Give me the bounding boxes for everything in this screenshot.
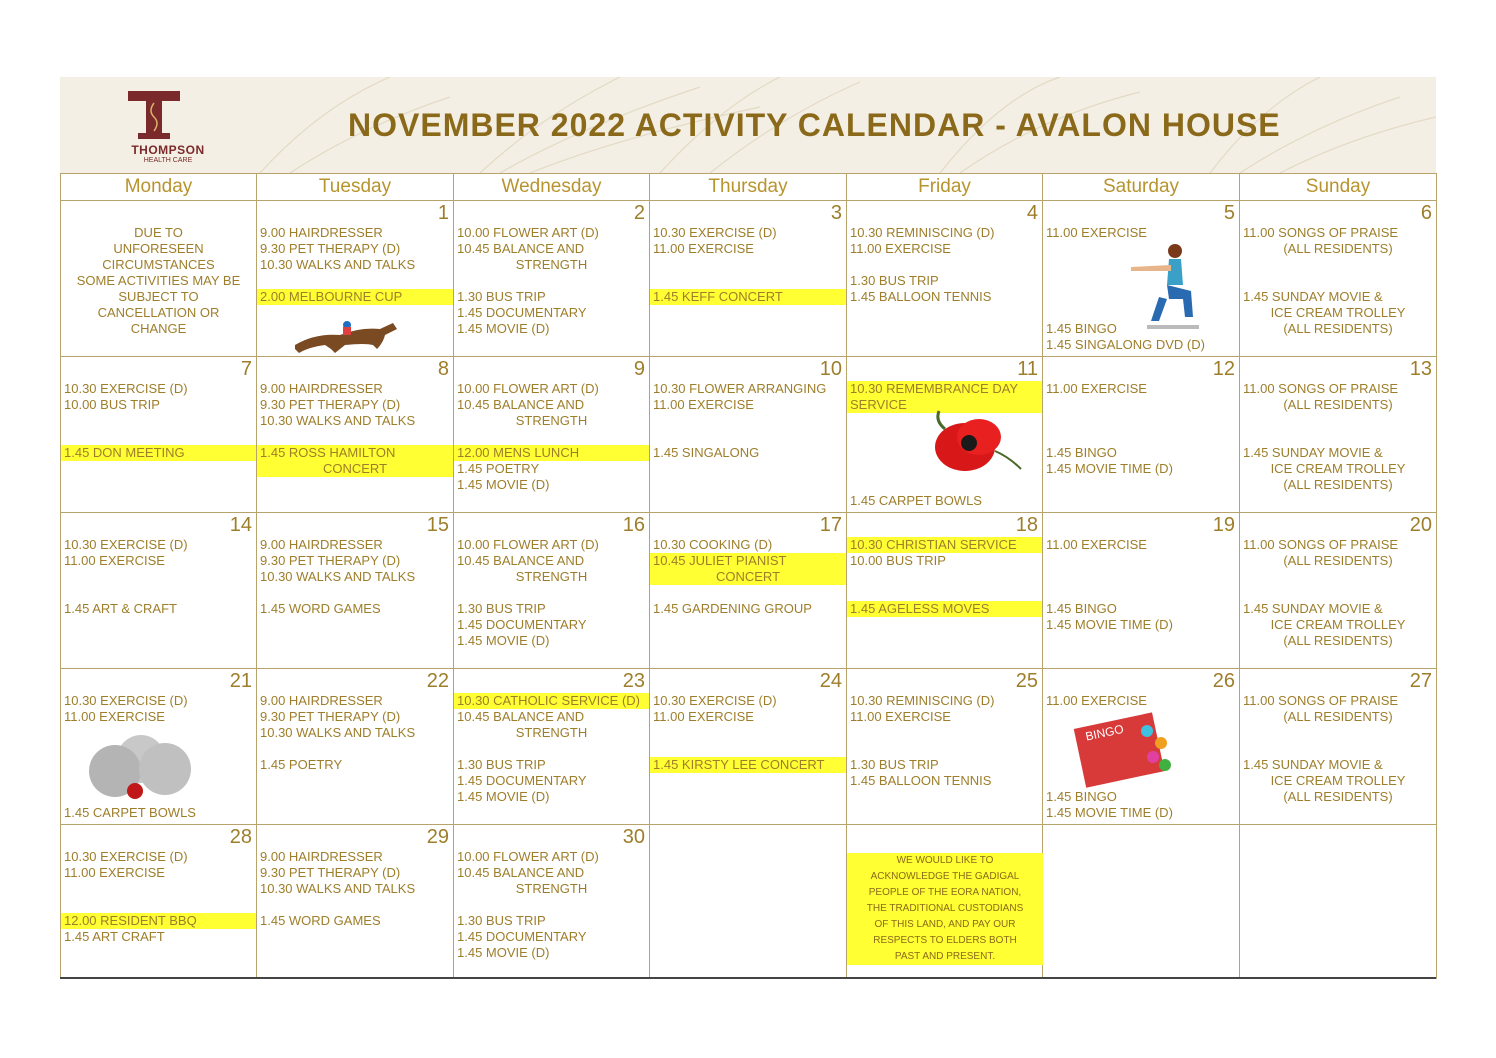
activity-line: 11.00 EXERCISE (1046, 537, 1147, 552)
day-number: 14 (229, 514, 252, 536)
activity-line: 1.45 KIRSTY LEE CONCERT (650, 757, 846, 773)
empty-day-cell (847, 825, 1043, 979)
acknowledgement-line: WE WOULD LIKE TO (896, 855, 994, 866)
activity-line: 9.30 PET THERAPY (D) (260, 241, 401, 256)
bowls-image (85, 729, 215, 801)
activity-line: (ALL RESIDENTS) (1283, 397, 1393, 412)
spacer-line (454, 741, 649, 757)
activity-line: SUBJECT TO (118, 289, 199, 304)
activity-line: 11.00 EXERCISE (653, 397, 754, 412)
logo-subtitle: HEALTH CARE (143, 157, 193, 164)
activity-line: 10.30 WALKS AND TALKS (260, 257, 416, 272)
spacer-line (847, 725, 1042, 741)
activity-line: 1.45 CARPET BOWLS (64, 805, 196, 820)
spacer-line (61, 585, 256, 601)
activity-line: 10.30 EXERCISE (D) (64, 693, 188, 708)
activity-line: 1.45 DON MEETING (61, 445, 256, 461)
activity-line: 11.00 EXERCISE (653, 241, 754, 256)
day-number: 25 (1015, 670, 1038, 692)
activity-line: CONCERT (257, 461, 453, 477)
day-cell-26 (1043, 669, 1240, 825)
activity-line: 10.45 BALANCE AND (457, 241, 585, 256)
activity-line: 9.30 PET THERAPY (D) (260, 865, 401, 880)
spacer-line (61, 413, 256, 429)
activity-line: 1.45 BINGO (1046, 321, 1117, 336)
acknowledgement-of-country (847, 853, 1043, 965)
activity-line: CANCELLATION OR (97, 305, 220, 320)
day-number: 12 (1212, 358, 1235, 380)
day-number: 7 (240, 358, 252, 380)
spacer-line (454, 897, 649, 913)
activity-line: 10.00 FLOWER ART (D) (457, 381, 599, 396)
activity-line: 10.30 COOKING (D) (653, 537, 773, 552)
activity-line: 1.45 AGELESS MOVES (847, 601, 1042, 617)
activity-line: 1.45 ROSS HAMILTON (257, 445, 453, 461)
spacer-line (650, 413, 846, 429)
activity-line: 1.45 DOCUMENTARY (457, 305, 587, 320)
day-cell-19 (1043, 513, 1240, 669)
spacer-line (61, 897, 256, 913)
day-number: 15 (426, 514, 449, 536)
activity-line: 10.45 BALANCE AND (457, 397, 585, 412)
day-number (61, 201, 256, 225)
activity-line: 1.45 ART & CRAFT (64, 601, 177, 616)
activity-line: 1.45 BINGO (1046, 789, 1117, 804)
activity-line: 1.45 MOVIE (D) (457, 477, 550, 492)
activity-line: 1.30 BUS TRIP (457, 757, 546, 772)
activity-line: 1.45 SUNDAY MOVIE & (1243, 757, 1383, 772)
day-number: 1 (437, 202, 449, 224)
day-number: 3 (830, 202, 842, 224)
day-cell-10 (650, 357, 847, 513)
day-number: 27 (1409, 670, 1432, 692)
weekday-friday: Friday (847, 174, 1043, 201)
acknowledgement-line: OF THIS LAND, AND PAY OUR (874, 919, 1016, 930)
empty-day-cell (1043, 825, 1240, 979)
spacer-line (650, 273, 846, 289)
activity-line: 1.45 CARPET BOWLS (850, 493, 982, 508)
activity-line: CONCERT (650, 569, 846, 585)
activity-line: 1.45 MOVIE (D) (457, 945, 550, 960)
activity-line: STRENGTH (515, 725, 588, 740)
spacer-line (257, 741, 453, 757)
day-number: 5 (1223, 202, 1235, 224)
spacer-line (1240, 429, 1436, 445)
spacer-line (454, 273, 649, 289)
activity-line: 12.00 MENS LUNCH (454, 445, 649, 461)
day-number: 22 (426, 670, 449, 692)
spacer-line (257, 897, 453, 913)
spacer-line (454, 585, 649, 601)
activity-line: 11.00 EXERCISE (653, 709, 754, 724)
day-number: 13 (1409, 358, 1432, 380)
calendar-grid (60, 173, 1437, 979)
activity-line: 1.30 BUS TRIP (850, 757, 939, 772)
spacer-line (650, 725, 846, 741)
activity-line: 1.45 WORD GAMES (260, 913, 381, 928)
day-cell-27 (1240, 669, 1437, 825)
activity-line: 1.45 BALLOON TENNIS (850, 289, 992, 304)
day-cell-28 (61, 825, 257, 979)
day-number: 21 (229, 670, 252, 692)
weekday-saturday: Saturday (1043, 174, 1240, 201)
spacer-line (650, 429, 846, 445)
activity-line: 1.30 BUS TRIP (457, 289, 546, 304)
activity-line: 9.00 HAIRDRESSER (260, 537, 383, 552)
day-cell-22 (257, 669, 454, 825)
activity-line: 10.30 REMINISCING (D) (850, 225, 995, 240)
activity-line: 1.45 BALLOON TENNIS (850, 773, 992, 788)
spacer-line (1240, 413, 1436, 429)
activity-line: SOME ACTIVITIES MAY BE (76, 273, 241, 288)
day-number: 24 (819, 670, 842, 692)
activity-line: 1.45 SINGALONG DVD (D) (1046, 337, 1205, 352)
activity-line: 1.45 MOVIE (D) (457, 789, 550, 804)
horse-racing-image (285, 315, 405, 355)
activity-line: 9.30 PET THERAPY (D) (260, 553, 401, 568)
activity-line: 1.45 WORD GAMES (260, 601, 381, 616)
activity-line: 11.00 SONGS OF PRAISE (1243, 693, 1399, 708)
activity-line: 9.30 PET THERAPY (D) (260, 709, 401, 724)
day-cell-20 (1240, 513, 1437, 669)
day-cell-15 (257, 513, 454, 669)
activity-line: 10.30 FLOWER ARRANGING (653, 381, 827, 396)
spacer-line (61, 881, 256, 897)
activity-line: 1.45 SUNDAY MOVIE & (1243, 289, 1383, 304)
activity-line: 10.00 BUS TRIP (64, 397, 160, 412)
activity-line: 10.30 WALKS AND TALKS (260, 569, 416, 584)
day-number: 30 (622, 826, 645, 848)
activity-line: 11.00 EXERCISE (850, 241, 951, 256)
activity-line: 11.00 EXERCISE (64, 865, 165, 880)
activity-line: 10.00 FLOWER ART (D) (457, 225, 599, 240)
acknowledgement-line: RESPECTS TO ELDERS BOTH (873, 935, 1017, 946)
activity-line: 11.00 SONGS OF PRAISE (1243, 225, 1399, 240)
acknowledgement-line: THE TRADITIONAL CUSTODIANS (866, 903, 1024, 914)
spacer-line (1043, 585, 1239, 601)
activity-line: 1.45 BINGO (1046, 445, 1117, 460)
spacer-line (847, 741, 1042, 757)
weekday-thursday: Thursday (650, 174, 847, 201)
day-number: 6 (1420, 202, 1432, 224)
activity-line: 1.30 BUS TRIP (457, 601, 546, 616)
activity-line: 9.00 HAIRDRESSER (260, 849, 383, 864)
activity-line: 1.45 SINGALONG (653, 445, 760, 460)
spacer-line (61, 429, 256, 445)
acknowledgement-line: PAST AND PRESENT. (894, 951, 996, 962)
activity-line: 1.45 SUNDAY MOVIE & (1243, 601, 1383, 616)
spacer-line (1240, 725, 1436, 741)
activity-line: 11.00 SONGS OF PRAISE (1243, 381, 1399, 396)
spacer-line (257, 429, 453, 445)
calendar-week-row (61, 201, 1437, 357)
activity-line: 1.45 DOCUMENTARY (457, 617, 587, 632)
activity-line: 10.30 EXERCISE (D) (64, 537, 188, 552)
day-number: 19 (1212, 514, 1235, 536)
day-cell-11 (847, 357, 1043, 513)
spacer-line (1043, 569, 1239, 585)
activity-line: 10.45 BALANCE AND (457, 553, 585, 568)
activity-line: UNFORESEEN (113, 241, 204, 256)
activity-line: 1.45 MOVIE (D) (457, 633, 550, 648)
spacer-line (1240, 257, 1436, 273)
day-number: 16 (622, 514, 645, 536)
weekday-tuesday: Tuesday (257, 174, 454, 201)
spacer-line (1043, 553, 1239, 569)
day-cell-7 (61, 357, 257, 513)
day-cell-29 (257, 825, 454, 979)
activity-line: (ALL RESIDENTS) (1283, 709, 1393, 724)
day-number: 20 (1409, 514, 1432, 536)
poppy-image (925, 407, 1023, 475)
svg-text:BINGO: BINGO (1084, 721, 1125, 744)
activity-line: 1.45 POETRY (457, 461, 540, 476)
spacer-line (1043, 429, 1239, 445)
empty-day-cell (61, 201, 257, 357)
exercise-image (1123, 241, 1213, 333)
day-number: 23 (622, 670, 645, 692)
day-cell-6 (1240, 201, 1437, 357)
activity-line: SERVICE (847, 397, 1042, 413)
activity-line: 1.45 MOVIE TIME (D) (1046, 461, 1173, 476)
activity-line: STRENGTH (515, 881, 588, 896)
day-number: 28 (229, 826, 252, 848)
activity-line: 9.30 PET THERAPY (D) (260, 397, 401, 412)
spacer-line (454, 429, 649, 445)
activity-line: STRENGTH (515, 257, 588, 272)
day-cell-18 (847, 513, 1043, 669)
weekday-monday: Monday (61, 174, 257, 201)
page-title: NOVEMBER 2022 ACTIVITY CALENDAR - AVALON HOUSE (348, 107, 1281, 143)
activity-line: 10.00 BUS TRIP (850, 553, 946, 568)
day-cell-3 (650, 201, 847, 357)
activity-line: 1.45 DOCUMENTARY (457, 773, 587, 788)
spacer-line (1043, 397, 1239, 413)
day-number (650, 825, 846, 849)
company-logo (108, 89, 228, 171)
logo-name: THOMPSON (131, 143, 205, 157)
day-cell-16 (454, 513, 650, 669)
day-cell-30 (454, 825, 650, 979)
day-cell-23 (454, 669, 650, 825)
day-cell-8 (257, 357, 454, 513)
calendar-week-row (61, 357, 1437, 513)
activity-line: 1.45 MOVIE TIME (D) (1046, 805, 1173, 820)
activity-line: (ALL RESIDENTS) (1283, 553, 1393, 568)
activity-line: 10.00 FLOWER ART (D) (457, 537, 599, 552)
activity-line: (ALL RESIDENTS) (1283, 241, 1393, 256)
day-cell-9 (454, 357, 650, 513)
calendar-week-row (61, 513, 1437, 669)
spacer-line (847, 569, 1042, 585)
activity-line: CHANGE (130, 321, 187, 336)
activity-line: 10.30 WALKS AND TALKS (260, 413, 416, 428)
spacer-line (847, 585, 1042, 601)
day-number: 11 (1017, 358, 1038, 380)
activity-line: 1.30 BUS TRIP (850, 273, 939, 288)
thompson-logo-mark (108, 89, 228, 143)
day-number (847, 825, 1042, 849)
activity-line: 10.30 CHRISTIAN SERVICE (847, 537, 1042, 553)
day-cell-24 (650, 669, 847, 825)
activity-line: 10.45 JULIET PIANIST (650, 553, 846, 569)
empty-day-cell (650, 825, 847, 979)
day-cell-4 (847, 201, 1043, 357)
activity-line: 11.00 EXERCISE (1046, 693, 1147, 708)
spacer-line (1240, 585, 1436, 601)
day-number: 8 (437, 358, 449, 380)
spacer-line (257, 273, 453, 289)
day-cell-12 (1043, 357, 1240, 513)
spacer-line (847, 477, 1042, 493)
activity-line: 10.30 REMINISCING (D) (850, 693, 995, 708)
activity-line: 1.45 POETRY (260, 757, 343, 772)
empty-day-cell (1240, 825, 1437, 979)
activity-line: 10.30 EXERCISE (D) (653, 693, 777, 708)
activity-line: 10.45 BALANCE AND (457, 709, 585, 724)
activity-line: 1.30 BUS TRIP (457, 913, 546, 928)
activity-line: (ALL RESIDENTS) (1283, 789, 1393, 804)
activity-line: 10.30 EXERCISE (D) (653, 225, 777, 240)
weekday-sunday: Sunday (1240, 174, 1437, 201)
activity-line: 1.45 ART CRAFT (64, 929, 165, 944)
spacer-line (650, 257, 846, 273)
day-number: 18 (1015, 514, 1038, 536)
day-cell-2 (454, 201, 650, 357)
activity-line: 11.00 EXERCISE (850, 709, 951, 724)
activity-line: 2.00 MELBOURNE CUP (257, 289, 453, 305)
activity-line: 9.00 HAIRDRESSER (260, 693, 383, 708)
activity-line: 10.30 WALKS AND TALKS (260, 881, 416, 896)
bingo-image (1069, 709, 1179, 789)
activity-line: (ALL RESIDENTS) (1283, 633, 1393, 648)
activity-line: 1.45 MOVIE (D) (457, 321, 550, 336)
activity-line: 10.30 WALKS AND TALKS (260, 725, 416, 740)
activity-line: ICE CREAM TROLLEY (1270, 773, 1406, 788)
activity-line: STRENGTH (515, 413, 588, 428)
activity-line: ICE CREAM TROLLEY (1270, 305, 1406, 320)
spacer-line (847, 257, 1042, 273)
spacer-line (1240, 569, 1436, 585)
day-cell-21 (61, 669, 257, 825)
day-cell-17 (650, 513, 847, 669)
activity-line: 9.00 HAIRDRESSER (260, 381, 383, 396)
calendar-header (60, 77, 1436, 173)
day-number: 26 (1212, 670, 1235, 692)
day-number: 29 (426, 826, 449, 848)
acknowledgement-line: ACKNOWLEDGE THE GADIGAL (870, 871, 1020, 882)
activity-line: 1.45 KEFF CONCERT (650, 289, 846, 305)
calendar-week-row (61, 669, 1437, 825)
activity-line: 12.00 RESIDENT BBQ (61, 913, 256, 929)
activity-line: (ALL RESIDENTS) (1283, 477, 1393, 492)
activity-line: 11.00 EXERCISE (1046, 225, 1147, 240)
weekday-wednesday: Wednesday (454, 174, 650, 201)
weekday-header-row (61, 174, 1437, 201)
activity-line: ICE CREAM TROLLEY (1270, 617, 1406, 632)
spacer-line (650, 585, 846, 601)
activity-line: 11.00 EXERCISE (64, 709, 165, 724)
day-cell-5 (1043, 201, 1240, 357)
activity-line: (ALL RESIDENTS) (1283, 321, 1393, 336)
calendar-bottom-border (60, 977, 1436, 979)
spacer-line (1043, 413, 1239, 429)
day-number (1240, 825, 1436, 849)
activity-line: 11.00 EXERCISE (1046, 381, 1147, 396)
activity-line: 1.45 GARDENING GROUP (653, 601, 812, 616)
spacer-line (257, 585, 453, 601)
activity-line: 1.45 BINGO (1046, 601, 1117, 616)
activity-line: 10.30 EXERCISE (D) (64, 381, 188, 396)
activity-line: DUE TO (134, 225, 183, 240)
activity-line: 1.45 MOVIE TIME (D) (1046, 617, 1173, 632)
day-number (1043, 825, 1239, 849)
acknowledgement-line: PEOPLE OF THE EORA NATION, (868, 887, 1022, 898)
day-cell-14 (61, 513, 257, 669)
activity-line: ICE CREAM TROLLEY (1270, 461, 1406, 476)
day-number: 9 (633, 358, 645, 380)
activity-line: CIRCUMSTANCES (102, 257, 215, 272)
day-number: 2 (633, 202, 645, 224)
activity-line: 9.00 HAIRDRESSER (260, 225, 383, 240)
day-cell-1 (257, 201, 454, 357)
spacer-line (1240, 273, 1436, 289)
activity-line: 11.00 EXERCISE (64, 553, 165, 568)
spacer-line (1240, 741, 1436, 757)
activity-line: STRENGTH (515, 569, 588, 584)
activity-line: 10.30 EXERCISE (D) (64, 849, 188, 864)
activity-line: 10.30 REMEMBRANCE DAY (847, 381, 1042, 397)
activity-line: 10.45 BALANCE AND (457, 865, 585, 880)
day-cell-25 (847, 669, 1043, 825)
day-number: 4 (1026, 202, 1038, 224)
calendar-week-row (61, 825, 1437, 979)
day-cell-13 (1240, 357, 1437, 513)
activity-line: 10.30 CATHOLIC SERVICE (D) (454, 693, 649, 709)
activity-line: 10.00 FLOWER ART (D) (457, 849, 599, 864)
activity-line: 11.00 SONGS OF PRAISE (1243, 537, 1399, 552)
spacer-line (61, 569, 256, 585)
activity-line: 1.45 SUNDAY MOVIE & (1243, 445, 1383, 460)
day-number: 17 (819, 514, 842, 536)
spacer-line (650, 741, 846, 757)
day-number: 10 (819, 358, 842, 380)
activity-line: 1.45 DOCUMENTARY (457, 929, 587, 944)
